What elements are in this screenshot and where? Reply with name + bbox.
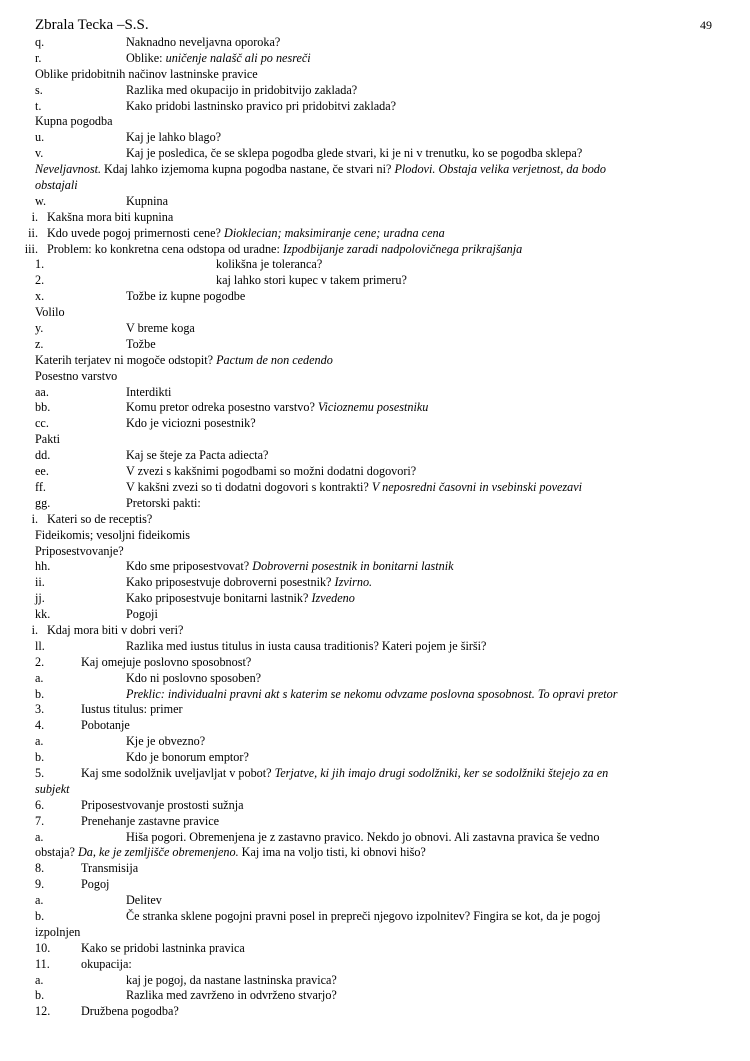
outline-line xyxy=(0,464,750,480)
text-run: Kdo uvede pogoj primernosti cene? xyxy=(47,225,225,240)
outline-line xyxy=(0,798,750,814)
outline-text xyxy=(216,273,407,289)
outline-line xyxy=(0,671,750,687)
outline-marker: b. xyxy=(35,988,45,1003)
outline-line xyxy=(0,273,750,289)
outline-marker: 3. xyxy=(35,702,45,717)
outline-marker: 2. xyxy=(35,654,45,669)
outline-text xyxy=(126,575,372,591)
outline-text xyxy=(126,559,454,575)
outline-line xyxy=(0,369,750,385)
outline-text xyxy=(126,734,205,750)
outline-text xyxy=(126,337,156,353)
outline-text xyxy=(126,83,357,99)
outline-text xyxy=(126,893,162,909)
outline-text xyxy=(81,766,608,782)
text-run: Kaj sme sodolžnik uveljavljat v pobot? xyxy=(81,765,275,780)
outline-text xyxy=(47,226,445,242)
outline-line xyxy=(0,432,750,448)
outline-line xyxy=(0,242,750,258)
outline-line xyxy=(0,226,750,242)
text-run: Tožbe xyxy=(126,336,156,351)
outline-line xyxy=(0,337,750,353)
text-run: Kaj ima na voljo tisti, ki obnovi hišo? xyxy=(238,845,426,860)
outline-text xyxy=(126,496,201,512)
outline-marker: a. xyxy=(35,893,44,908)
outline-marker: q. xyxy=(35,35,45,49)
outline-line xyxy=(0,385,750,401)
text-run: Fideikomis; vesoljni fideikomis xyxy=(35,527,191,542)
outline-text xyxy=(35,67,258,83)
outline-marker: a. xyxy=(35,829,44,844)
outline-line xyxy=(0,416,750,432)
text-run: Posestno varstvo xyxy=(35,368,118,383)
outline-text xyxy=(126,385,171,401)
text-run: Pogoj xyxy=(81,877,110,892)
italic-answer-text: Da, ke je zemljišče obremenjeno. xyxy=(77,845,239,860)
outline-marker: jj. xyxy=(35,591,45,606)
outline-text xyxy=(126,99,396,115)
outline-line xyxy=(0,988,750,1004)
outline-marker: b. xyxy=(35,750,45,765)
outline-marker: 4. xyxy=(35,718,45,733)
outline-line xyxy=(0,702,750,718)
outline-marker: ii. xyxy=(28,225,38,240)
outline-line xyxy=(0,35,750,51)
italic-answer-text: uničenje nalašč ali po nesreči xyxy=(165,50,311,65)
outline-marker: a. xyxy=(35,972,44,987)
outline-marker: iii. xyxy=(24,241,38,256)
italic-answer-text: Preklic: individualni pravni akt s katerim se nekomu odvzame poslovna sposobnost. To opravi pretor xyxy=(126,686,618,701)
text-run: Tožbe iz kupne pogodbe xyxy=(126,289,246,304)
italic-answer-text: Pactum de non cedendo xyxy=(216,352,333,367)
text-run: Kakšna mora biti kupnina xyxy=(47,209,174,224)
outline-text xyxy=(126,909,601,925)
outline-line xyxy=(0,957,750,973)
text-run: Priposestvovanje prostosti sužnja xyxy=(81,797,244,812)
outline-text xyxy=(47,210,173,226)
outline-line xyxy=(0,400,750,416)
outline-line xyxy=(0,782,750,798)
text-run: Priposestvovanje? xyxy=(35,543,124,558)
text-run: Oblike: xyxy=(126,50,166,65)
text-run: Kupnina xyxy=(126,193,168,208)
text-run: Pogoji xyxy=(126,607,158,622)
text-run: obstaja? xyxy=(35,845,78,860)
outline-line xyxy=(0,162,750,178)
outline-line xyxy=(0,973,750,989)
text-run: Komu pretor odreka posestno varstvo? xyxy=(126,400,318,415)
outline-line xyxy=(0,114,750,130)
text-run: Kako priposestvuje dobroverni posestnik? xyxy=(126,575,335,590)
outline-line xyxy=(0,766,750,782)
outline-line xyxy=(0,1004,750,1020)
outline-text xyxy=(35,305,65,321)
italic-answer-text: Terjatve, ki jih imajo drugi sodolžniki, ker se sodolžniki štejejo za en xyxy=(274,765,609,780)
outline-line xyxy=(0,512,750,528)
outline-line xyxy=(0,321,750,337)
outline-text xyxy=(47,512,152,528)
outline-line xyxy=(0,67,750,83)
outline-marker: y. xyxy=(35,321,44,336)
outline-text xyxy=(81,814,219,830)
outline-line xyxy=(0,83,750,99)
text-run: Razlika med zavrženo in odvrženo stvarjo? xyxy=(126,988,337,1003)
outline-text xyxy=(35,845,426,861)
outline-line xyxy=(0,448,750,464)
outline-line xyxy=(0,480,750,496)
italic-answer-text: subjekt xyxy=(35,781,70,796)
outline-line xyxy=(0,718,750,734)
outline-line xyxy=(0,257,750,273)
text-run: Kdo je viciozni posestnik? xyxy=(126,416,256,431)
outline-line xyxy=(0,51,750,67)
outline-text xyxy=(81,957,132,973)
outline-text xyxy=(35,544,124,560)
outline-line xyxy=(0,353,750,369)
outline-text xyxy=(126,671,261,687)
text-run: Razlika med iustus titulus in iusta causa traditionis? Kateri pojem je širši? xyxy=(126,638,487,653)
italic-answer-text: Izpodbijanje zaradi nadpolovičnega prikrajšanja xyxy=(282,241,523,256)
outline-text xyxy=(126,830,599,846)
outline-text xyxy=(126,480,582,496)
text-run: Katerih terjatev ni mogoče odstopit? xyxy=(35,352,217,367)
outline-marker: v. xyxy=(35,146,44,161)
outline-text xyxy=(126,146,582,162)
text-run: Kako priposestvuje bonitarni lastnik? xyxy=(126,591,312,606)
page-number: 49 xyxy=(700,18,712,32)
outline-marker: 10. xyxy=(35,940,51,955)
text-run: Pobotanje xyxy=(81,718,130,733)
outline-line xyxy=(0,639,750,655)
outline-line xyxy=(0,734,750,750)
text-run: Kaj se šteje za Pacta adiecta? xyxy=(126,448,269,463)
text-run: V kakšni zvezi so ti dodatni dogovori s kontrakti? xyxy=(126,479,372,494)
text-run: V zvezi s kakšnimi pogodbami so možni dodatni dogovori? xyxy=(126,464,417,479)
outline-text xyxy=(81,861,138,877)
text-run: Pakti xyxy=(35,432,61,447)
outline-line xyxy=(0,528,750,544)
outline-text xyxy=(126,448,268,464)
outline-line xyxy=(0,130,750,146)
outline-text xyxy=(126,51,311,67)
outline-marker: 11. xyxy=(35,956,50,971)
outline-line xyxy=(0,814,750,830)
outline-marker: cc. xyxy=(35,416,49,431)
outline-text xyxy=(81,702,183,718)
italic-answer-text: Dobroverni posestnik in bonitarni lastnik xyxy=(252,559,454,574)
outline-line xyxy=(0,210,750,226)
outline-text xyxy=(126,35,280,51)
outline-line xyxy=(0,496,750,512)
outline-line xyxy=(0,146,750,162)
text-run: Če stranka sklene pogojni pravni posel in prepreči njegovo izpolnitev? Fingira se kot, da je pogoj xyxy=(126,908,601,923)
outline-marker: 5. xyxy=(35,765,45,780)
outline-marker: 8. xyxy=(35,861,45,876)
document-body xyxy=(0,35,750,1020)
outline-text xyxy=(47,623,183,639)
text-run: Kako se pridobi lastninka pravica xyxy=(81,940,245,955)
outline-marker: 9. xyxy=(35,877,45,892)
outline-text xyxy=(35,782,70,798)
outline-line xyxy=(0,623,750,639)
text-run: Pretorski pakti: xyxy=(126,495,201,510)
outline-line xyxy=(0,830,750,846)
outline-text xyxy=(216,257,322,273)
outline-text xyxy=(81,655,251,671)
outline-marker: 2. xyxy=(35,273,45,288)
text-run: Oblike pridobitnih načinov lastninske pravice xyxy=(35,66,258,81)
outline-text xyxy=(126,400,428,416)
outline-text xyxy=(126,416,256,432)
text-run: kaj lahko stori kupec v takem primeru? xyxy=(216,273,407,288)
outline-marker: b. xyxy=(35,686,45,701)
text-run: Kako pridobi lastninsko pravico pri pridobitvi zaklada? xyxy=(126,98,397,113)
text-run: kaj je pogoj, da nastane lastninska pravica? xyxy=(126,972,337,987)
outline-text xyxy=(35,114,113,130)
outline-text xyxy=(35,528,190,544)
outline-line xyxy=(0,845,750,861)
outline-text xyxy=(126,194,168,210)
outline-line xyxy=(0,591,750,607)
text-run: Razlika med okupacijo in pridobitvijo zaklada? xyxy=(126,82,358,97)
outline-line xyxy=(0,909,750,925)
text-run: Transmisija xyxy=(81,861,139,876)
outline-text xyxy=(126,321,195,337)
text-run: V breme koga xyxy=(126,321,195,336)
outline-marker: hh. xyxy=(35,559,51,574)
outline-line xyxy=(0,575,750,591)
text-run: Družbena pogodba? xyxy=(81,1004,179,1019)
italic-answer-text: Neveljavnost. xyxy=(35,162,101,177)
text-run: Naknadno neveljavna oporoka? xyxy=(126,35,281,49)
outline-text xyxy=(81,941,245,957)
outline-marker: 7. xyxy=(35,813,45,828)
outline-marker: kk. xyxy=(35,607,51,622)
outline-text xyxy=(126,289,245,305)
outline-text xyxy=(35,432,60,448)
text-run: kolikšna je toleranca? xyxy=(216,257,323,272)
outline-marker: r. xyxy=(35,50,42,65)
outline-text xyxy=(126,130,221,146)
text-run: Kaj omejuje poslovno sposobnost? xyxy=(81,654,252,669)
outline-text xyxy=(81,1004,179,1020)
text-run: Prenehanje zastavne pravice xyxy=(81,813,220,828)
italic-answer-text: Vicioznemu posestniku xyxy=(317,400,429,415)
outline-text xyxy=(126,750,249,766)
outline-line xyxy=(0,925,750,941)
outline-marker: w. xyxy=(35,193,47,208)
outline-marker: s. xyxy=(35,82,43,97)
outline-marker: ll. xyxy=(35,638,45,653)
outline-marker: bb. xyxy=(35,400,51,415)
text-run: Kupna pogodba xyxy=(35,114,113,129)
outline-marker: aa. xyxy=(35,384,49,399)
outline-line xyxy=(0,305,750,321)
outline-text xyxy=(81,718,130,734)
outline-line xyxy=(0,687,750,703)
text-run: Interdikti xyxy=(126,384,172,399)
outline-line xyxy=(0,941,750,957)
outline-marker: 1. xyxy=(35,257,45,272)
document-header-title: Zbrala Tecka –S.S. xyxy=(35,17,149,33)
text-run: Delitev xyxy=(126,893,162,908)
outline-text xyxy=(126,607,158,623)
outline-marker: ii. xyxy=(35,575,45,590)
outline-text xyxy=(35,925,80,941)
outline-marker: z. xyxy=(35,336,44,351)
outline-marker: gg. xyxy=(35,495,51,510)
outline-marker: i. xyxy=(31,511,38,526)
outline-line xyxy=(0,559,750,575)
outline-text xyxy=(35,369,117,385)
outline-text xyxy=(126,591,355,607)
outline-line xyxy=(0,607,750,623)
outline-marker: a. xyxy=(35,670,44,685)
outline-marker: i. xyxy=(31,622,38,637)
outline-marker: 12. xyxy=(35,1004,51,1019)
outline-marker: dd. xyxy=(35,448,51,463)
outline-line xyxy=(0,655,750,671)
outline-text xyxy=(47,242,522,258)
outline-text xyxy=(126,687,618,703)
outline-text xyxy=(126,464,416,480)
italic-answer-text: V neposredni časovni in vsebinski povezavi xyxy=(371,479,583,494)
outline-marker: b. xyxy=(35,908,45,923)
italic-answer-text: Izvirno. xyxy=(334,575,373,590)
text-run: Kdo sme priposestvovat? xyxy=(126,559,253,574)
text-run: Kaj je posledica, če se sklepa pogodba glede stvari, ki je ni v trenutku, ko se pogodba sklepa? xyxy=(126,146,583,161)
text-run: Kateri so de receptis? xyxy=(47,511,153,526)
outline-line xyxy=(0,893,750,909)
outline-marker: 6. xyxy=(35,797,45,812)
text-run: okupacija: xyxy=(81,956,132,971)
italic-answer-text: obstajali xyxy=(35,178,78,193)
outline-marker: u. xyxy=(35,130,45,145)
outline-line xyxy=(0,194,750,210)
text-run: Kje je obvezno? xyxy=(126,734,206,749)
outline-marker: i. xyxy=(31,209,38,224)
text-run: Kaj je lahko blago? xyxy=(126,130,222,145)
outline-marker: a. xyxy=(35,734,44,749)
outline-marker: x. xyxy=(35,289,45,304)
outline-text xyxy=(81,798,243,814)
italic-answer-text: Izvedeno xyxy=(311,591,355,606)
outline-text xyxy=(35,178,78,194)
outline-line xyxy=(0,750,750,766)
outline-text xyxy=(81,877,109,893)
outline-text xyxy=(35,353,333,369)
outline-line xyxy=(0,99,750,115)
outline-text xyxy=(126,639,486,655)
italic-answer-text: Dioklecian; maksimiranje cene; uradna cena xyxy=(224,225,445,240)
text-run: Kdaj lahko izjemoma kupna pogodba nastane, če stvari ni? xyxy=(101,162,395,177)
outline-text xyxy=(126,988,337,1004)
outline-marker: ff. xyxy=(35,479,46,494)
outline-line xyxy=(0,178,750,194)
italic-answer-text: Plodovi. Obstaja velika verjetnost, da bodo xyxy=(394,162,606,177)
outline-line xyxy=(0,861,750,877)
text-run: Problem: ko konkretna cena odstopa od uradne: xyxy=(47,241,283,256)
text-run: izpolnjen xyxy=(35,924,81,939)
text-run: Kdo ni poslovno sposoben? xyxy=(126,670,262,685)
outline-marker: ee. xyxy=(35,464,49,479)
outline-text xyxy=(35,162,606,178)
text-run: Volilo xyxy=(35,305,65,320)
outline-line xyxy=(0,544,750,560)
outline-text xyxy=(126,973,337,989)
outline-line xyxy=(0,289,750,305)
text-run: Hiša pogori. Obremenjena je z zastavno pravico. Nekdo jo obnovi. Ali zastavna pravica še vedno xyxy=(126,829,600,844)
text-run: Iustus titulus: primer xyxy=(81,702,183,717)
outline-marker: t. xyxy=(35,98,42,113)
text-run: Kdo je bonorum emptor? xyxy=(126,750,249,765)
text-run: Kdaj mora biti v dobri veri? xyxy=(47,622,184,637)
outline-line xyxy=(0,877,750,893)
